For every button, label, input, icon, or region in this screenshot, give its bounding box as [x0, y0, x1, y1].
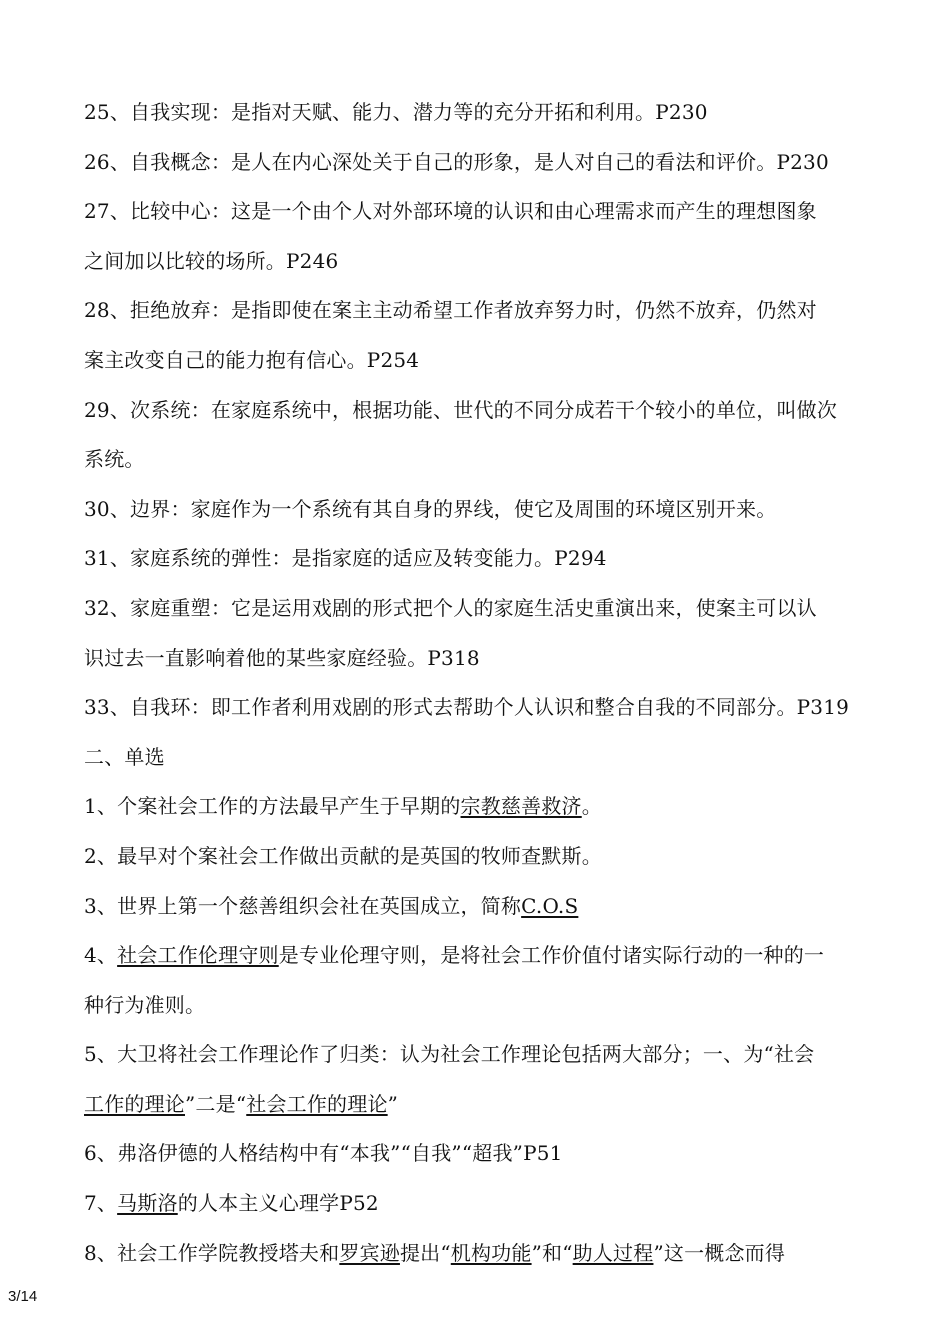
single-choice-3 — [84, 890, 914, 940]
underlined-answer: C.O.S — [521, 893, 579, 918]
text-segment: 。 — [581, 794, 602, 819]
underlined-answer: 罗宾逊 — [339, 1240, 400, 1265]
definition-30: 30、边界：家庭作为一个系统有其自身的界线，使它及周围的环境区别开来。 — [84, 496, 777, 521]
single-choice-6: 6、弗洛伊德的人格结构中有“本我”“自我”“超我”P51 — [84, 1141, 563, 1166]
underlined-answer: 工作的理论 — [84, 1091, 185, 1116]
underlined-answer: 宗教慈善救济 — [460, 794, 582, 819]
document-body — [84, 96, 914, 1286]
text-segment: ”这一概念而得 — [653, 1240, 786, 1265]
text-segment: 8、社会工作学院教授塔夫和 — [84, 1240, 340, 1265]
single-choice-5: 5、大卫将社会工作理论作了归类：认为社会工作理论包括两大部分；一、为“社会 — [84, 1042, 815, 1067]
definition-27-cont: 之间加以比较的场所。P246 — [84, 248, 339, 273]
text-segment: ” — [387, 1091, 399, 1116]
definition-27: 27、比较中心：这是一个由个人对外部环境的认识和由心理需求而产生的理想图象 — [84, 199, 817, 224]
single-choice-1 — [84, 790, 914, 840]
underlined-answer: 马斯洛 — [117, 1191, 178, 1216]
definition-28-cont: 案主改变自己的能力抱有信心。P254 — [84, 347, 420, 372]
section-heading: 二、单选 — [84, 744, 165, 769]
text-segment: ”和“ — [531, 1240, 573, 1265]
page-number: 3/14 — [8, 1288, 38, 1305]
text-segment: 3、世界上第一个慈善组织会社在英国成立，简称 — [84, 893, 522, 918]
single-choice-5-cont — [84, 1088, 914, 1138]
definition-31: 31、家庭系统的弹性：是指家庭的适应及转变能力。P294 — [84, 546, 607, 571]
single-choice-4-cont: 种行为准则。 — [84, 992, 206, 1017]
definition-25: 25、自我实现：是指对天赋、能力、潜力等的充分开拓和利用。P230 — [84, 100, 708, 124]
definition-29-cont: 系统。 — [84, 447, 145, 472]
underlined-answer: 社会工作伦理守则 — [117, 943, 279, 968]
single-choice-2: 2、最早对个案社会工作做出贡献的是英国的牧师查默斯。 — [84, 843, 602, 868]
text-segment: 是专业伦理守则，是将社会工作价值付诸实际行动的一种的一 — [278, 943, 825, 968]
underlined-answer: 助人过程 — [572, 1240, 654, 1265]
definition-28: 28、拒绝放弃：是指即使在案主主动希望工作者放弃努力时，仍然不放弃，仍然对 — [84, 298, 817, 323]
text-segment: 提出“ — [399, 1240, 451, 1265]
text-segment: 4、 — [84, 943, 118, 968]
text-segment: ”二是“ — [185, 1091, 247, 1116]
single-choice-7 — [84, 1187, 914, 1237]
single-choice-8 — [84, 1237, 914, 1287]
underlined-answer: 社会工作的理论 — [246, 1091, 388, 1116]
text-segment: 的人本主义心理学P52 — [177, 1191, 379, 1216]
text-segment: 7、 — [84, 1191, 118, 1216]
definition-32-cont: 识过去一直影响着他的某些家庭经验。P318 — [84, 645, 480, 670]
definition-29: 29、次系统：在家庭系统中，根据功能、世代的不同分成若干个较小的单位，叫做次 — [84, 397, 838, 422]
definition-33: 33、自我环：即工作者利用戏剧的形式去帮助个人认识和整合自我的不同部分。P319 — [84, 695, 850, 720]
definition-32: 32、家庭重塑：它是运用戏剧的形式把个人的家庭生活史重演出来，使案主可以认 — [84, 595, 817, 620]
underlined-answer: 机构功能 — [450, 1240, 532, 1265]
single-choice-4 — [84, 939, 914, 989]
text-segment: 1、个案社会工作的方法最早产生于早期的 — [84, 794, 461, 819]
definition-26: 26、自我概念：是人在内心深处关于自己的形象，是人对自己的看法和评价。P230 — [84, 149, 829, 174]
